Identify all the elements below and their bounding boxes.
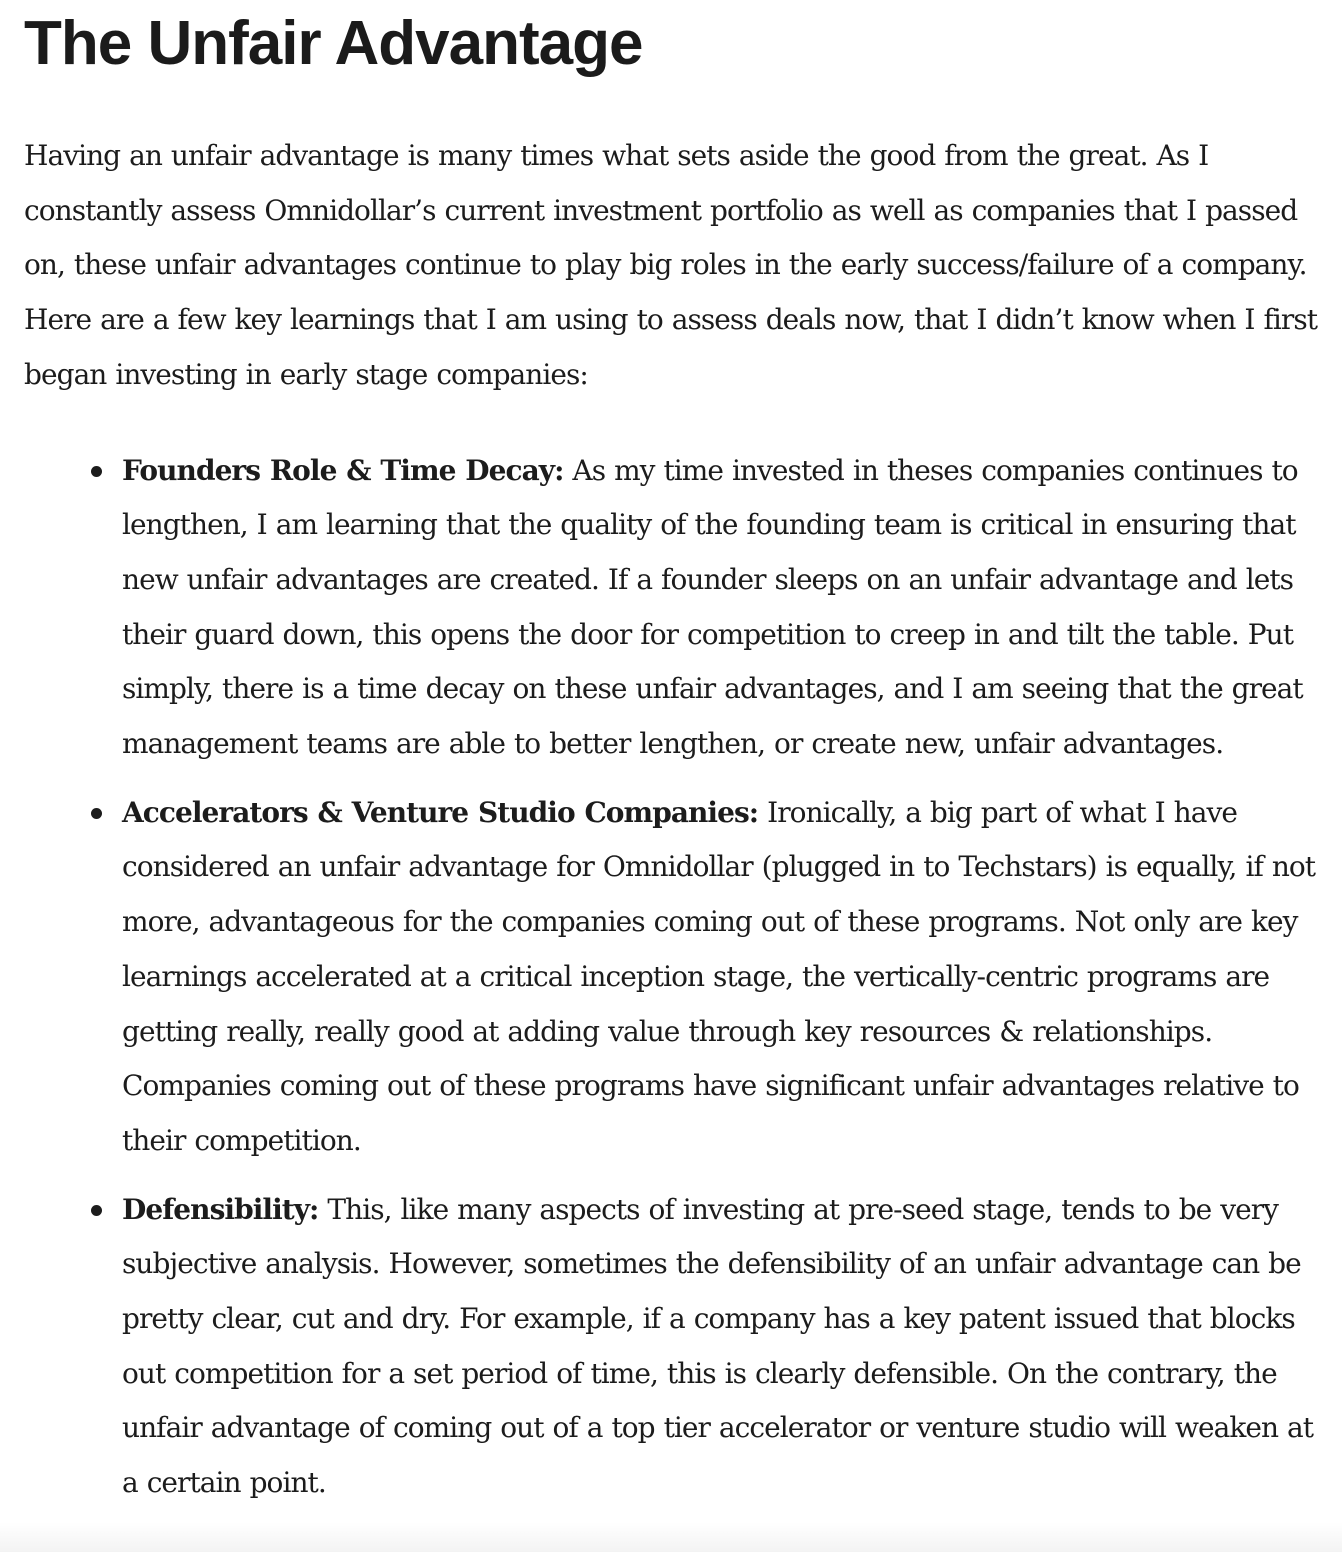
bullet-point-icon [91,1205,102,1216]
list-item-text: As my time invested in theses companies continues to lengthen, I am learning that the quality of the founding team is critical in ensuring that new unfair advantages are created. If a founder sleeps on an unfair advantage and lets their guard down, this opens the door for competition to creep in and tilt the table. Put simply, there is a time decay on these unfair advantages, and I am seeing that the great management teams are able to better lengthen, or create new, unfair advantages. [122,453,1303,761]
bullet-point-icon [91,808,102,819]
list-item [122,444,1324,772]
article-title: The Unfair Advantage [24,9,643,78]
bottom-fade [0,1522,1342,1552]
list-item-term: Accelerators & Venture Studio Companies: [122,795,759,829]
list-item-term: Founders Role & Time Decay: [122,453,564,487]
bullet-point-icon [91,466,102,477]
list-item-term: Defensibility: [122,1192,319,1226]
list-item [122,1183,1324,1511]
list-item [122,786,1324,1169]
intro-paragraph: Having an unfair advantage is many times what sets aside the good from the great. As I constantly assess Omnidollar’s current investment portfolio as well as companies that I passed on, these unfair advantages continue to play big roles in the early success/failure of a company. Here are a few key learnings that I am using to assess deals now, that I didn’t know when I first began investing in early stage companies: [24,139,1318,391]
list-item-text: This, like many aspects of investing at pre-seed stage, tends to be very subjective analysis. However, sometimes the defensibility of an unfair advantage can be pretty clear, cut and dry. For example, if a company has a key patent issued that blocks out competition for a set period of time, this is clearly defensible. On the contrary, the unfair advantage of coming out of a top tier accelerator or venture studio will weaken at a certain point. [122,1192,1314,1500]
list-item-text: Ironically, a big part of what I have considered an unfair advantage for Omnidollar (plugged in to Techstars) is equally, if not more, advantageous for the companies coming out of these programs. Not only are key learnings accelerated at a critical inception stage, the vertically-centric programs are getting really, really good at adding value through key resources & relationships. Companies coming out of these programs have significant unfair advantages relative to their competition. [122,795,1316,1157]
article [24,0,1324,1525]
key-learnings-list [24,444,1324,1511]
